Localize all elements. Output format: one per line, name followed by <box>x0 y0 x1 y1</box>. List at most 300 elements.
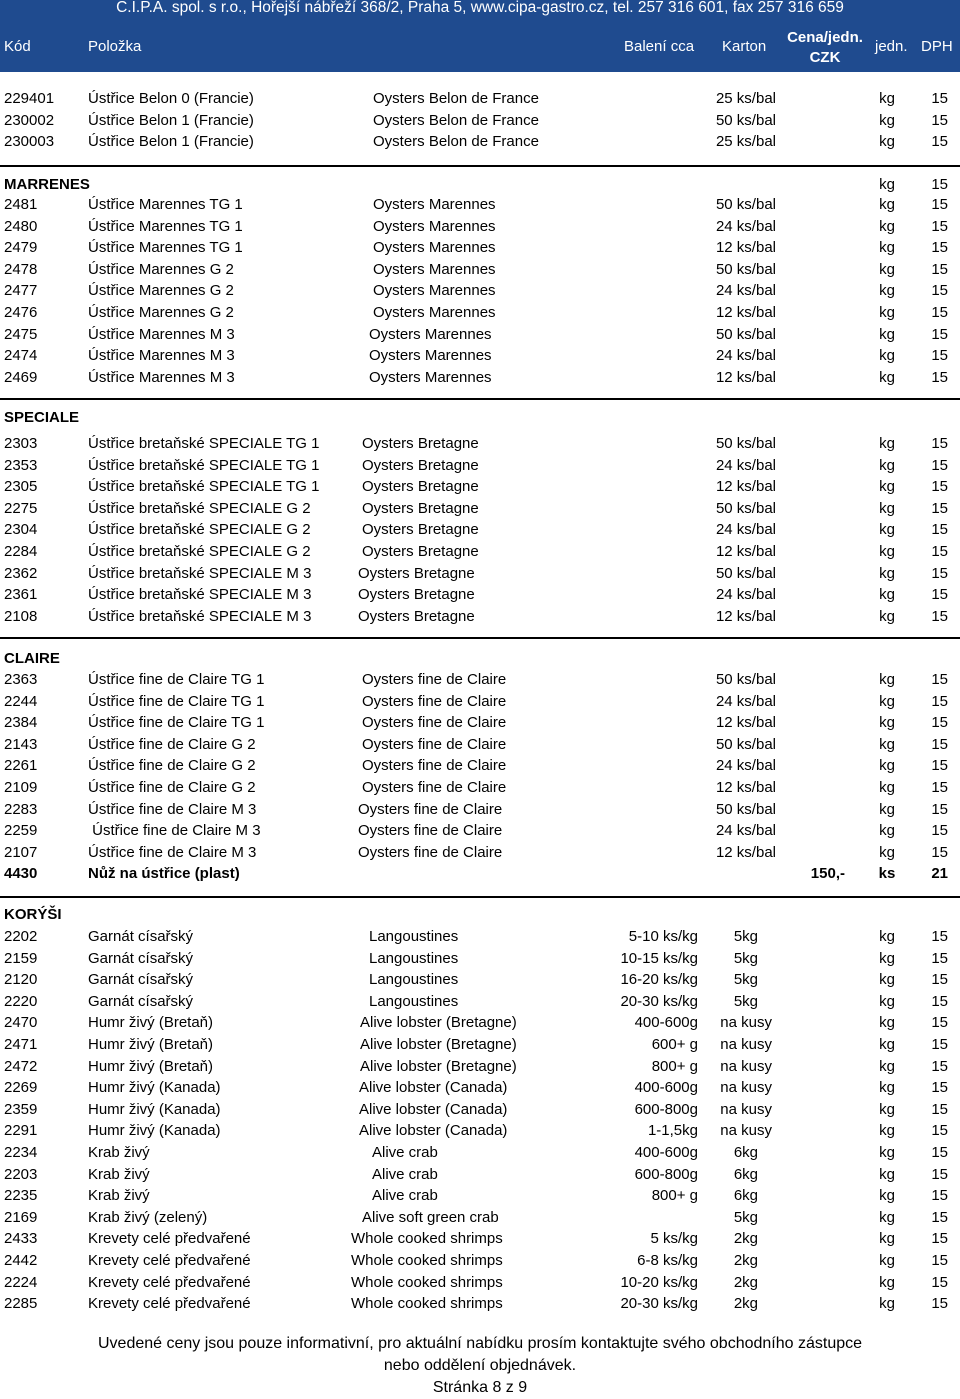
unit: kg <box>879 325 895 343</box>
product-name: Ústřice fine de Claire G 2 <box>88 779 256 796</box>
product-name: Krab živý <box>88 1165 150 1183</box>
product-name: Ústřice bretaňské SPECIALE M 3 <box>88 564 312 582</box>
product-name-en: Oysters Belon de France <box>373 111 539 129</box>
vat-rate: 15 <box>931 1187 948 1205</box>
product-name: Ústřice fine de Claire TG 1 <box>88 714 265 732</box>
product-name: Ústřice Belon 1 (Francie) <box>88 111 254 129</box>
package-size: 24 ks/bal <box>715 347 776 365</box>
unit: kg <box>879 1144 895 1161</box>
vat-rate: 15 <box>931 521 948 539</box>
product-name-en: Oysters fine de Claire <box>362 671 507 688</box>
table-row <box>0 281 960 302</box>
table-row <box>0 1121 960 1142</box>
product-code: 2361 <box>4 586 38 604</box>
unit: kg <box>879 521 895 539</box>
package-size: 12 ks/bal <box>715 304 776 321</box>
unit: kg <box>879 586 895 604</box>
unit: kg <box>879 499 895 517</box>
product-name: Garnát císařský <box>88 928 194 945</box>
product-name: Ústřice bretaňské SPECIALE G 2 <box>88 499 311 517</box>
product-code: 2269 <box>4 1079 38 1097</box>
table-row <box>0 927 960 948</box>
package-size: 5 ks/kg <box>650 1230 698 1248</box>
carton-size: na kusy <box>720 1014 772 1032</box>
product-name: Krab živý <box>88 1144 150 1161</box>
product-name: Ústřice Marennes TG 1 <box>88 217 243 235</box>
product-name: Krab živý <box>88 1187 150 1205</box>
vat-rate: 15 <box>931 822 948 840</box>
vat-rate: 15 <box>931 843 948 861</box>
product-name: Garnát císařský <box>88 949 194 967</box>
table-row <box>0 499 960 520</box>
package-size: 400-600g <box>634 1014 698 1032</box>
product-name-en: Oysters Bretagne <box>362 478 479 496</box>
table-row <box>0 542 960 563</box>
unit: kg <box>879 260 895 278</box>
product-code: 2476 <box>4 304 38 321</box>
package-size: 20-30 ks/kg <box>620 992 698 1010</box>
vat-rate: 15 <box>931 1252 948 1269</box>
company-info: C.I.P.A. spol. s r.o., Hořejší nábřeží 368/2, Praha 5, www.cipa-gastro.cz, tel. 257 316 601, fax 257 316 659 <box>116 0 844 16</box>
vat-rate: 15 <box>931 779 948 796</box>
product-code: 2283 <box>4 800 38 818</box>
product-name: Krevety celé předvařené <box>88 1273 251 1291</box>
package-size: 800+ g <box>651 1187 698 1205</box>
product-name: Ústřice bretaňské SPECIALE G 2 <box>88 543 311 560</box>
table-row <box>0 970 960 991</box>
package-size: 6-8 ks/kg <box>637 1252 698 1269</box>
product-name-en: Oysters fine de Claire <box>358 822 503 840</box>
package-size: 50 ks/bal <box>715 325 776 343</box>
product-code: 2169 <box>4 1208 38 1226</box>
product-code: 2304 <box>4 521 38 539</box>
package-size: 50 ks/bal <box>715 735 776 753</box>
carton-size: 2kg <box>733 1230 758 1248</box>
product-name: Ústřice Marennes G 2 <box>88 260 234 278</box>
product-code: 229401 <box>4 90 55 107</box>
carton-size: 6kg <box>733 1165 758 1183</box>
page-number: Stránka 8 z 9 <box>432 1379 528 1396</box>
unit: kg <box>879 779 895 796</box>
product-name-en: Alive crab <box>372 1187 438 1205</box>
product-name: Ústřice bretaňské SPECIALE M 3 <box>88 607 312 625</box>
product-name: Ústřice fine de Claire TG 1 <box>88 671 265 688</box>
table-row <box>0 434 960 455</box>
table-row <box>0 821 960 842</box>
product-name: Ústřice bretaňské SPECIALE TG 1 <box>88 456 320 474</box>
product-code: 2472 <box>4 1057 38 1075</box>
product-name: Ústřice bretaňské SPECIALE TG 1 <box>88 478 320 496</box>
product-name-en: Oysters Marennes <box>369 368 492 386</box>
product-code: 2261 <box>4 757 38 775</box>
product-name-en: Alive lobster (Bretagne) <box>360 1036 517 1053</box>
table-row <box>0 864 960 885</box>
table-row <box>0 368 960 389</box>
product-name: Ústřice Belon 1 (Francie) <box>88 133 254 151</box>
unit: ks <box>878 865 896 883</box>
product-code: 2469 <box>4 368 38 386</box>
product-code: 2470 <box>4 1014 38 1032</box>
product-name-en: Alive crab <box>372 1144 438 1161</box>
product-name-en: Oysters fine de Claire <box>362 757 507 775</box>
table-row <box>0 303 960 324</box>
product-name-en: Alive lobster (Canada) <box>359 1122 508 1140</box>
package-size: 50 ks/bal <box>715 499 776 517</box>
table-row <box>0 564 960 585</box>
vat-rate: 15 <box>931 325 948 343</box>
product-name-en: Oysters Marennes <box>369 347 492 365</box>
product-name: Garnát císařský <box>88 992 194 1010</box>
product-name: Ústřice fine de Claire M 3 <box>88 843 257 861</box>
carton-size: 6kg <box>733 1144 758 1161</box>
table-row <box>0 260 960 281</box>
column-pack-header: Balení cca <box>624 38 695 55</box>
unit: kg <box>879 992 895 1010</box>
package-size: 50 ks/bal <box>715 564 776 582</box>
product-name-en: Oysters Bretagne <box>362 499 479 517</box>
unit: kg <box>879 1165 895 1183</box>
vat-rate: 15 <box>931 586 948 604</box>
product-name-en: Alive lobster (Canada) <box>359 1100 508 1118</box>
product-name: Ústřice Marennes G 2 <box>88 282 234 300</box>
carton-size: na kusy <box>720 1036 772 1053</box>
product-name-en: Whole cooked shrimps <box>351 1273 503 1291</box>
vat-rate: 15 <box>931 260 948 278</box>
table-row <box>0 1229 960 1250</box>
product-name-en: Oysters Marennes <box>373 239 496 257</box>
carton-size: 5kg <box>733 949 758 967</box>
vat-rate: 15 <box>931 800 948 818</box>
unit: kg <box>879 1036 895 1053</box>
package-size: 24 ks/bal <box>715 822 776 840</box>
vat-rate: 15 <box>931 564 948 582</box>
package-size: 50 ks/bal <box>715 435 776 452</box>
unit: kg <box>879 949 895 967</box>
vat-rate: 15 <box>931 757 948 775</box>
product-name: Garnát císařský <box>88 971 194 989</box>
unit: kg <box>879 928 895 945</box>
footer-disclaimer-line2: nebo oddělení objednávek. <box>383 1357 577 1374</box>
vat-rate: 15 <box>931 499 948 517</box>
table-row <box>0 1251 960 1272</box>
carton-size: na kusy <box>720 1122 772 1140</box>
vat-rate: 15 <box>931 1165 948 1183</box>
product-name-en: Oysters fine de Claire <box>362 779 507 796</box>
product-name-en: Oysters Bretagne <box>362 543 479 560</box>
table-row <box>0 1013 960 1034</box>
table-row <box>0 111 960 132</box>
package-size: 25 ks/bal <box>715 90 776 107</box>
unit: kg <box>879 1014 895 1032</box>
product-code: 230003 <box>4 133 55 151</box>
carton-size: 5kg <box>733 971 758 989</box>
unit: kg <box>879 1295 895 1313</box>
product-name-en: Alive lobster (Bretagne) <box>360 1057 517 1075</box>
package-size: 400-600g <box>634 1144 698 1161</box>
table-row <box>0 1057 960 1078</box>
column-code-header: Kód <box>4 38 31 55</box>
section-divider <box>0 896 960 898</box>
product-name-en: Oysters Bretagne <box>362 435 479 452</box>
unit: kg <box>879 757 895 775</box>
unit: kg <box>879 843 895 861</box>
table-row <box>0 607 960 628</box>
vat-rate: 15 <box>931 133 948 151</box>
package-size: 600-800g <box>634 1165 698 1183</box>
product-name: Ústřice Marennes TG 1 <box>88 239 243 257</box>
product-name: Ústřice fine de Claire M 3 <box>88 822 261 840</box>
product-name: Humr živý (Kanada) <box>88 1122 221 1140</box>
section-vat: 15 <box>931 176 948 193</box>
table-row <box>0 713 960 734</box>
product-name-en: Oysters fine de Claire <box>358 843 503 861</box>
unit: kg <box>879 735 895 753</box>
section-title: MARRENES <box>4 176 90 193</box>
product-name-en: Oysters Bretagne <box>362 456 479 474</box>
vat-rate: 15 <box>931 692 948 710</box>
package-size: 800+ g <box>651 1057 698 1075</box>
unit: kg <box>879 714 895 732</box>
package-size: 50 ks/bal <box>715 671 776 688</box>
product-code: 2363 <box>4 671 38 688</box>
package-size: 24 ks/bal <box>715 456 776 474</box>
product-code: 2285 <box>4 1295 38 1313</box>
unit: kg <box>879 217 895 235</box>
unit: kg <box>879 456 895 474</box>
product-code: 2362 <box>4 564 38 582</box>
vat-rate: 15 <box>931 239 948 257</box>
unit: kg <box>879 800 895 818</box>
vat-rate: 15 <box>931 1014 948 1032</box>
column-carton-header: Karton <box>722 38 767 55</box>
vat-rate: 15 <box>931 217 948 235</box>
product-name-en: Oysters fine de Claire <box>362 692 507 710</box>
package-size: 50 ks/bal <box>715 800 776 818</box>
product-code: 2475 <box>4 325 38 343</box>
table-row <box>0 346 960 367</box>
vat-rate: 21 <box>931 865 948 883</box>
vat-rate: 15 <box>931 1208 948 1226</box>
package-size: 25 ks/bal <box>715 133 776 151</box>
section-divider <box>0 398 960 400</box>
unit: kg <box>879 1122 895 1140</box>
section-title: SPECIALE <box>4 409 80 426</box>
product-name-en: Oysters Bretagne <box>358 564 475 582</box>
table-row <box>0 1035 960 1056</box>
product-code: 2109 <box>4 779 38 796</box>
product-name-en: Oysters Bretagne <box>362 521 479 539</box>
product-code: 2235 <box>4 1187 38 1205</box>
product-code: 2234 <box>4 1144 38 1161</box>
table-row <box>0 1208 960 1229</box>
table-row <box>0 778 960 799</box>
package-size: 12 ks/bal <box>715 239 776 257</box>
vat-rate: 15 <box>931 607 948 625</box>
vat-rate: 15 <box>931 435 948 452</box>
product-name: Humr živý (Bretaň) <box>88 1014 214 1032</box>
product-name: Humr živý (Bretaň) <box>88 1036 214 1053</box>
unit: kg <box>879 304 895 321</box>
unit: kg <box>879 692 895 710</box>
package-size: 1-1,5kg <box>647 1122 698 1140</box>
table-row <box>0 132 960 153</box>
package-size: 24 ks/bal <box>715 521 776 539</box>
vat-rate: 15 <box>931 304 948 321</box>
vat-rate: 15 <box>931 543 948 560</box>
table-row <box>0 756 960 777</box>
product-name-en: Oysters Marennes <box>373 217 496 235</box>
product-code: 2224 <box>4 1273 38 1291</box>
product-name-en: Langoustines <box>369 971 459 989</box>
package-size: 12 ks/bal <box>715 779 776 796</box>
table-row <box>0 585 960 606</box>
product-code: 2202 <box>4 928 38 945</box>
product-name-en: Oysters Bretagne <box>358 607 475 625</box>
product-code: 2477 <box>4 282 38 300</box>
product-code: 2107 <box>4 843 38 861</box>
table-row <box>0 1273 960 1294</box>
package-size: 24 ks/bal <box>715 586 776 604</box>
table-row <box>0 992 960 1013</box>
footer <box>0 1333 960 1399</box>
vat-rate: 15 <box>931 1295 948 1313</box>
product-name: Nůž na ústřice (plast) <box>88 865 240 883</box>
product-name-en: Oysters Belon de France <box>373 90 539 107</box>
table-row <box>0 238 960 259</box>
table-row <box>0 89 960 110</box>
table-row <box>0 217 960 238</box>
section-divider <box>0 165 960 167</box>
product-name: Krevety celé předvařené <box>88 1252 251 1269</box>
package-size: 12 ks/bal <box>715 843 776 861</box>
package-size: 12 ks/bal <box>715 478 776 496</box>
product-name: Ústřice Marennes M 3 <box>88 325 235 343</box>
product-name: Krevety celé předvařené <box>88 1230 251 1248</box>
table-row <box>0 477 960 498</box>
product-name: Ústřice Marennes M 3 <box>88 368 235 386</box>
vat-rate: 15 <box>931 1100 948 1118</box>
section-title: CLAIRE <box>4 650 60 667</box>
vat-rate: 15 <box>931 1079 948 1097</box>
section-heading <box>0 649 960 670</box>
carton-size: 5kg <box>733 928 758 945</box>
package-size: 24 ks/bal <box>715 217 776 235</box>
product-name: Ústřice Belon 0 (Francie) <box>88 90 254 107</box>
carton-size: 6kg <box>733 1187 758 1205</box>
product-name-en: Oysters Marennes <box>373 282 496 300</box>
product-code: 2353 <box>4 456 38 474</box>
product-name-en: Oysters Marennes <box>373 260 496 278</box>
product-name: Krevety celé předvařené <box>88 1295 251 1313</box>
table-row <box>0 735 960 756</box>
product-code: 2471 <box>4 1036 38 1053</box>
vat-rate: 15 <box>931 1230 948 1248</box>
product-code: 2284 <box>4 543 38 560</box>
product-code: 2474 <box>4 347 38 365</box>
package-size: 16-20 ks/kg <box>620 971 698 989</box>
package-size: 600+ g <box>651 1036 698 1053</box>
unit-price: 150,- <box>810 865 845 883</box>
unit: kg <box>879 671 895 688</box>
product-name: Ústřice fine de Claire G 2 <box>88 735 256 753</box>
product-name-en: Whole cooked shrimps <box>351 1230 503 1248</box>
product-code: 2203 <box>4 1165 38 1183</box>
product-code: 2291 <box>4 1122 38 1140</box>
vat-rate: 15 <box>931 992 948 1010</box>
package-size: 24 ks/bal <box>715 282 776 300</box>
product-name: Humr živý (Bretaň) <box>88 1057 214 1075</box>
package-size: 5-10 ks/kg <box>628 928 698 945</box>
table-row <box>0 1186 960 1207</box>
column-vat-header: DPH <box>921 38 953 55</box>
unit: kg <box>879 282 895 300</box>
package-size: 12 ks/bal <box>715 543 776 560</box>
unit: kg <box>879 607 895 625</box>
vat-rate: 15 <box>931 456 948 474</box>
product-name: Humr živý (Kanada) <box>88 1079 221 1097</box>
package-size: 24 ks/bal <box>715 692 776 710</box>
product-name: Ústřice bretaňské SPECIALE M 3 <box>88 586 312 604</box>
vat-rate: 15 <box>931 1273 948 1291</box>
vat-rate: 15 <box>931 196 948 213</box>
product-name-en: Oysters Bretagne <box>358 586 475 604</box>
vat-rate: 15 <box>931 1144 948 1161</box>
unit: kg <box>879 1230 895 1248</box>
product-name: Ústřice Marennes M 3 <box>88 347 235 365</box>
product-name-en: Whole cooked shrimps <box>351 1295 503 1313</box>
product-name: Ústřice fine de Claire M 3 <box>88 800 257 818</box>
product-code: 230002 <box>4 111 55 129</box>
product-code: 2244 <box>4 692 38 710</box>
product-code: 2442 <box>4 1252 38 1269</box>
unit: kg <box>879 1100 895 1118</box>
product-code: 2108 <box>4 607 38 625</box>
product-code: 2384 <box>4 714 38 732</box>
product-name-en: Oysters Marennes <box>369 325 492 343</box>
vat-rate: 15 <box>931 928 948 945</box>
unit: kg <box>879 133 895 151</box>
unit: kg <box>879 1208 895 1226</box>
table-row <box>0 1143 960 1164</box>
vat-rate: 15 <box>931 478 948 496</box>
package-size: 24 ks/bal <box>715 757 776 775</box>
table-row <box>0 456 960 477</box>
product-name: Humr živý (Kanada) <box>88 1100 221 1118</box>
carton-size: na kusy <box>720 1057 772 1075</box>
vat-rate: 15 <box>931 735 948 753</box>
table-row <box>0 692 960 713</box>
product-name: Ústřice fine de Claire TG 1 <box>88 692 265 710</box>
carton-size: 5kg <box>733 992 758 1010</box>
product-name-en: Oysters fine de Claire <box>362 714 507 732</box>
vat-rate: 15 <box>931 1057 948 1075</box>
product-name: Ústřice Marennes G 2 <box>88 304 234 321</box>
product-code: 2303 <box>4 435 38 452</box>
package-size: 10-20 ks/kg <box>620 1273 698 1291</box>
product-code: 2220 <box>4 992 38 1010</box>
table-row <box>0 1100 960 1121</box>
section-divider <box>0 637 960 639</box>
product-name-en: Oysters Marennes <box>373 304 496 321</box>
vat-rate: 15 <box>931 714 948 732</box>
package-size: 12 ks/bal <box>715 368 776 386</box>
carton-size: 2kg <box>733 1252 758 1269</box>
vat-rate: 15 <box>931 671 948 688</box>
unit: kg <box>879 1057 895 1075</box>
table-row <box>0 670 960 691</box>
vat-rate: 15 <box>931 282 948 300</box>
product-code: 2305 <box>4 478 38 496</box>
